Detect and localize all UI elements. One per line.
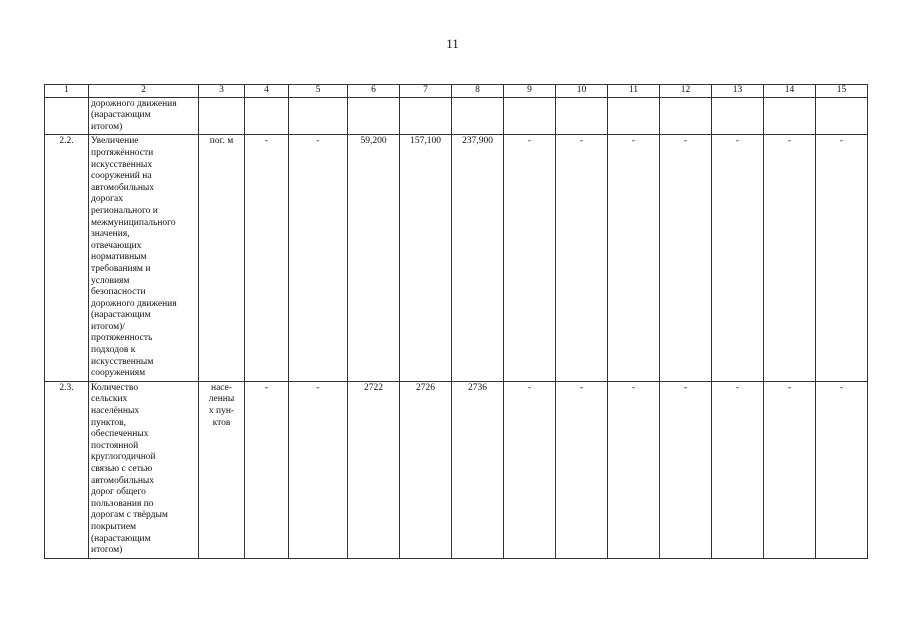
value-cell: - — [816, 135, 868, 381]
value-cell: 237,900 — [452, 135, 504, 381]
value-cell: - — [245, 135, 289, 381]
value-cell: - — [504, 381, 556, 558]
table-cell — [289, 97, 348, 135]
value-cell: - — [660, 135, 712, 381]
value-cell: - — [660, 381, 712, 558]
column-header: 7 — [400, 85, 452, 98]
table-header-row — [45, 85, 868, 98]
unit-cell: насе- ленны х пун- ктов — [199, 381, 245, 558]
table-cell — [45, 97, 89, 135]
column-header: 15 — [816, 85, 868, 98]
table-cell — [608, 97, 660, 135]
table-row — [45, 135, 868, 381]
value-cell: - — [556, 135, 608, 381]
column-header: 4 — [245, 85, 289, 98]
value-cell: - — [764, 381, 816, 558]
indicator-name: Количество сельских населённых пунктов, обеспеченных постоянной круглогодичной связью с сетью автомобильных дорог общего пользования по дорогам с твёрдым покрытием (нарастающим итогом) — [89, 381, 199, 558]
value-cell: - — [556, 381, 608, 558]
column-header: 12 — [660, 85, 712, 98]
column-header: 11 — [608, 85, 660, 98]
table-cell — [348, 97, 400, 135]
column-header: 5 — [289, 85, 348, 98]
table-cell — [816, 97, 868, 135]
table-cell — [660, 97, 712, 135]
indicator-name: Увеличение протяжённости искусственных сооружений на автомобильных дорогах регионального и межмуниципального значения, отвечающих нормативным требованиям и условиям безопасности дорожного движения (нарастающим итогом)/ протяженность подходов к искусственным сооружениям — [89, 135, 199, 381]
indicator-name: дорожного движения (нарастающим итогом) — [89, 97, 199, 135]
column-header: 1 — [45, 85, 89, 98]
table-cell — [556, 97, 608, 135]
value-cell: - — [504, 135, 556, 381]
column-header: 3 — [199, 85, 245, 98]
value-cell: - — [764, 135, 816, 381]
table-cell — [400, 97, 452, 135]
column-header: 13 — [712, 85, 764, 98]
column-header: 10 — [556, 85, 608, 98]
value-cell: 2736 — [452, 381, 504, 558]
table-row — [45, 381, 868, 558]
value-cell: 2722 — [348, 381, 400, 558]
value-cell: - — [712, 381, 764, 558]
column-header: 2 — [89, 85, 199, 98]
page-number: 11 — [446, 36, 459, 51]
value-cell: - — [816, 381, 868, 558]
table-cell — [199, 97, 245, 135]
column-header: 8 — [452, 85, 504, 98]
table-cell — [764, 97, 816, 135]
unit-cell: пог. м — [199, 135, 245, 381]
value-cell: 157,100 — [400, 135, 452, 381]
value-cell: - — [608, 135, 660, 381]
value-cell: - — [289, 381, 348, 558]
row-number: 2.3. — [45, 381, 89, 558]
value-cell: 59,200 — [348, 135, 400, 381]
value-cell: 2726 — [400, 381, 452, 558]
table-cell — [504, 97, 556, 135]
value-cell: - — [712, 135, 764, 381]
value-cell: - — [289, 135, 348, 381]
table-row-continued — [45, 97, 868, 135]
column-header: 9 — [504, 85, 556, 98]
column-header: 14 — [764, 85, 816, 98]
indicators-table — [44, 84, 868, 559]
value-cell: - — [608, 381, 660, 558]
column-header: 6 — [348, 85, 400, 98]
table-cell — [452, 97, 504, 135]
value-cell: - — [245, 381, 289, 558]
table-cell — [712, 97, 764, 135]
row-number: 2.2. — [45, 135, 89, 381]
table-cell — [245, 97, 289, 135]
